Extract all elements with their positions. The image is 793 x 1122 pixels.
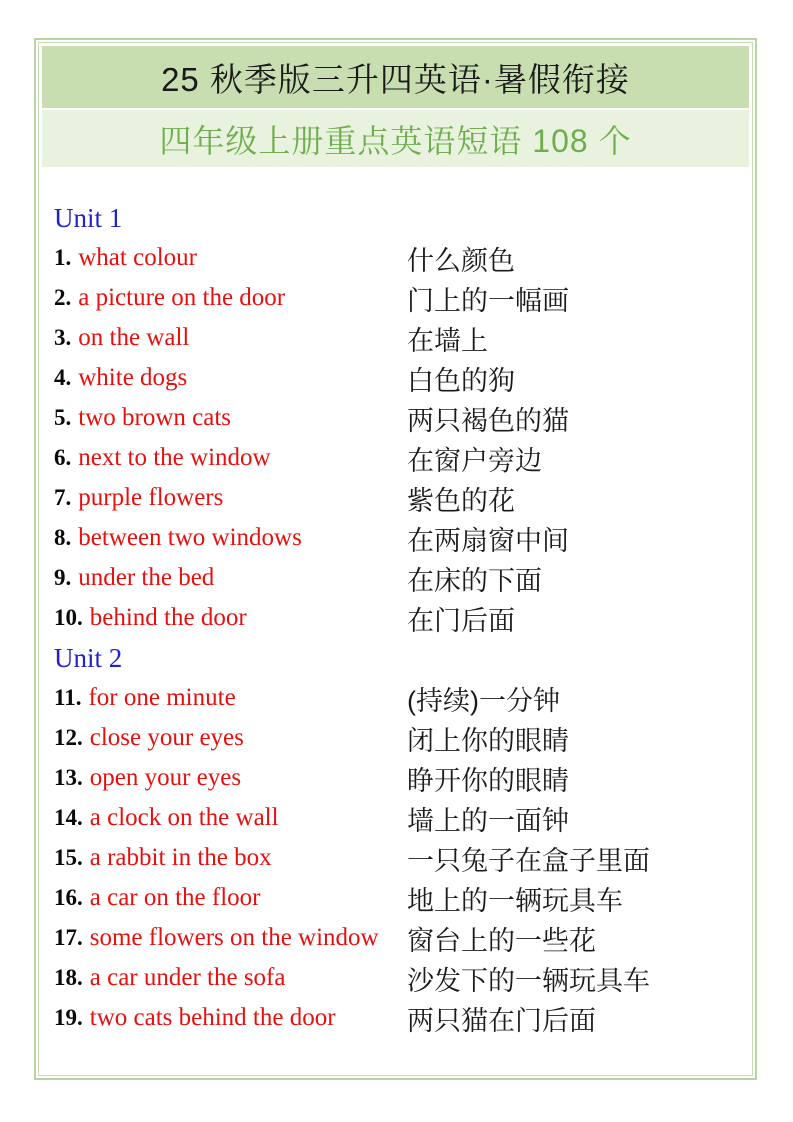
unit-label: Unit 2 (54, 642, 123, 673)
unit-heading-row (54, 198, 749, 238)
item-number: 12. (54, 725, 83, 750)
english-phrase: a car under the sofa (89, 964, 286, 991)
chinese-translation: 在床的下面 (407, 565, 542, 596)
chinese-translation: 窗台上的一些花 (407, 925, 596, 956)
item-number: 1. (54, 245, 72, 270)
phrase-row (54, 598, 749, 638)
item-number: 11. (54, 685, 82, 710)
phrase-left-column (54, 804, 407, 832)
phrase-left-column (54, 884, 407, 912)
english-phrase: purple flowers (78, 484, 224, 511)
phrase-left-column (54, 444, 407, 472)
chinese-translation: 沙发下的一辆玩具车 (407, 965, 650, 996)
phrase-row (54, 678, 749, 718)
chinese-translation: 两只褐色的猫 (407, 405, 569, 436)
phrase-row (54, 558, 749, 598)
phrase-left-column (54, 404, 407, 432)
english-phrase: a clock on the wall (89, 804, 279, 831)
phrase-row (54, 878, 749, 918)
phrase-row (54, 798, 749, 838)
chinese-translation: 在两扇窗中间 (407, 525, 569, 556)
phrase-row (54, 238, 749, 278)
page-frame (34, 38, 757, 1080)
phrase-left-column (54, 684, 407, 712)
english-phrase: behind the door (89, 604, 247, 631)
english-phrase: next to the window (78, 444, 271, 471)
phrase-list (42, 167, 749, 1038)
phrase-left-column (54, 284, 407, 312)
english-phrase: a car on the floor (89, 884, 261, 911)
unit-heading-row (54, 638, 749, 678)
page-title: 25 秋季版三升四英语·暑假衔接 (161, 60, 630, 98)
header-subtitle-band (42, 110, 749, 167)
chinese-translation: 闭上你的眼睛 (407, 725, 569, 756)
unit-label: Unit 1 (54, 202, 123, 233)
phrase-left-column (54, 524, 407, 552)
item-number: 7. (54, 485, 72, 510)
phrase-left-column (54, 924, 407, 952)
item-number: 10. (54, 605, 83, 630)
phrase-row (54, 358, 749, 398)
phrase-row (54, 478, 749, 518)
phrase-row (54, 438, 749, 478)
chinese-translation: (持续)一分钟 (407, 685, 560, 716)
page-subtitle: 四年级上册重点英语短语 108 个 (159, 122, 632, 159)
item-number: 19. (54, 1005, 83, 1030)
phrase-left-column (54, 364, 407, 392)
item-number: 3. (54, 325, 72, 350)
item-number: 8. (54, 525, 72, 550)
item-number: 4. (54, 365, 72, 390)
english-phrase: a rabbit in the box (89, 844, 272, 871)
phrase-left-column (54, 244, 407, 272)
phrase-left-column (54, 764, 407, 792)
phrase-left-column (54, 844, 407, 872)
item-number: 16. (54, 885, 83, 910)
chinese-translation: 紫色的花 (407, 485, 515, 516)
english-phrase: for one minute (88, 684, 236, 711)
english-phrase: a picture on the door (78, 284, 286, 311)
phrase-row (54, 518, 749, 558)
chinese-translation: 两只猫在门后面 (407, 1005, 596, 1036)
english-phrase: on the wall (78, 324, 190, 351)
phrase-row (54, 998, 749, 1038)
english-phrase: what colour (78, 244, 197, 271)
english-phrase: some flowers on the window (89, 924, 379, 951)
phrase-row (54, 838, 749, 878)
chinese-translation: 在窗户旁边 (407, 445, 542, 476)
phrase-row (54, 318, 749, 358)
chinese-translation: 什么颜色 (407, 245, 515, 276)
frame-inner (38, 42, 753, 1076)
english-phrase: between two windows (78, 524, 302, 551)
english-phrase: two brown cats (78, 404, 231, 431)
phrase-row (54, 758, 749, 798)
phrase-row (54, 958, 749, 998)
phrase-left-column (54, 964, 407, 992)
english-phrase: open your eyes (89, 764, 242, 791)
phrase-left-column (54, 604, 407, 632)
chinese-translation: 睁开你的眼睛 (407, 765, 569, 796)
chinese-translation: 在门后面 (407, 605, 515, 636)
item-number: 17. (54, 925, 83, 950)
english-phrase: close your eyes (89, 724, 244, 751)
chinese-translation: 白色的狗 (407, 365, 515, 396)
chinese-translation: 地上的一辆玩具车 (407, 885, 623, 916)
item-number: 9. (54, 565, 72, 590)
chinese-translation: 门上的一幅画 (407, 285, 569, 316)
chinese-translation: 一只兔子在盒子里面 (407, 845, 650, 876)
phrase-row (54, 918, 749, 958)
english-phrase: two cats behind the door (89, 1004, 336, 1031)
item-number: 6. (54, 445, 72, 470)
phrase-row (54, 718, 749, 758)
phrase-left-column (54, 324, 407, 352)
header-title-band (42, 46, 749, 108)
chinese-translation: 墙上的一面钟 (407, 805, 569, 836)
item-number: 2. (54, 285, 72, 310)
phrase-row (54, 398, 749, 438)
chinese-translation: 在墙上 (407, 325, 488, 356)
phrase-left-column (54, 484, 407, 512)
phrase-row (54, 278, 749, 318)
phrase-left-column (54, 724, 407, 752)
english-phrase: under the bed (78, 564, 215, 591)
english-phrase: white dogs (78, 364, 188, 391)
phrase-left-column (54, 1004, 407, 1032)
item-number: 18. (54, 965, 83, 990)
item-number: 14. (54, 805, 83, 830)
item-number: 5. (54, 405, 72, 430)
item-number: 13. (54, 765, 83, 790)
item-number: 15. (54, 845, 83, 870)
phrase-left-column (54, 564, 407, 592)
